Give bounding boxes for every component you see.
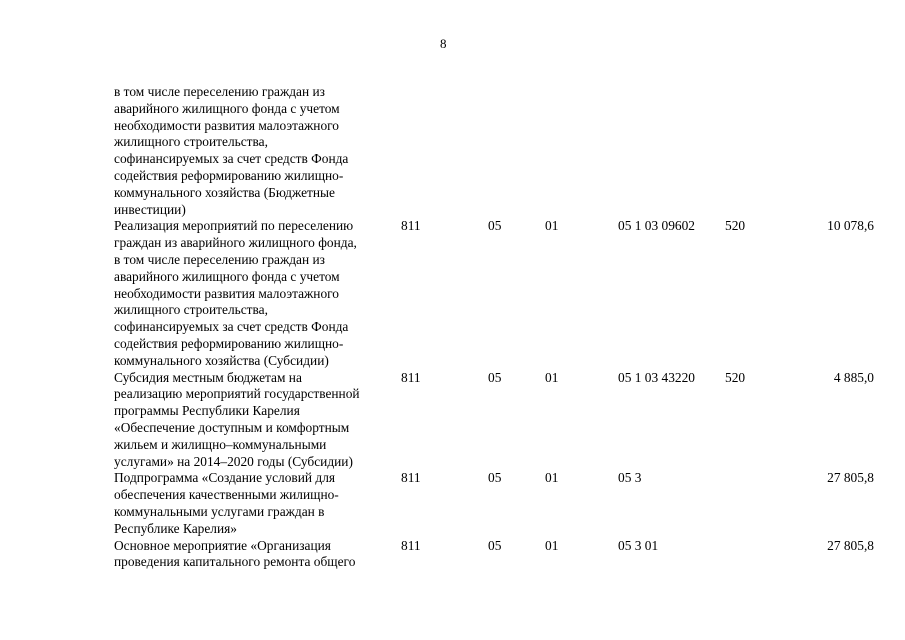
description-line: софинансируемых за счет средств Фонда bbox=[114, 319, 349, 335]
subsection-code: 01 bbox=[545, 470, 559, 486]
target-article-code: 05 3 01 bbox=[618, 537, 659, 553]
description-line: услугами» на 2014–2020 годы (Субсидии) bbox=[114, 453, 353, 469]
table-row bbox=[114, 470, 884, 537]
subsection-code: 01 bbox=[545, 369, 559, 385]
expense-type-code: 520 bbox=[725, 218, 746, 234]
description-line: аварийного жилищного фонда с учетом bbox=[114, 100, 340, 116]
section-code: 05 bbox=[488, 470, 502, 486]
description-line: обеспечения качественными жилищно- bbox=[114, 487, 339, 503]
description-line: в том числе переселению граждан из bbox=[114, 251, 325, 267]
row-description bbox=[114, 538, 394, 572]
description-line: реализацию мероприятий государственной bbox=[114, 386, 360, 402]
ministry-code: 811 bbox=[401, 470, 421, 486]
section-code: 05 bbox=[488, 537, 502, 553]
table-row bbox=[114, 218, 884, 369]
table-row bbox=[114, 84, 884, 218]
section-code: 05 bbox=[488, 218, 502, 234]
row-description bbox=[114, 218, 394, 369]
target-article-code: 05 1 03 09602 bbox=[618, 218, 695, 234]
description-line: инвестиции) bbox=[114, 201, 186, 217]
description-line: Республике Карелия» bbox=[114, 520, 238, 536]
row-description bbox=[114, 470, 394, 537]
ministry-code: 811 bbox=[401, 218, 421, 234]
table-row bbox=[114, 538, 884, 572]
description-line: жилищного строительства, bbox=[114, 302, 268, 318]
table-row bbox=[114, 370, 884, 471]
amount-value: 27 805,8 bbox=[827, 470, 874, 486]
description-line: содействия реформированию жилищно- bbox=[114, 167, 344, 183]
description-line: проведения капитального ремонта общего bbox=[114, 554, 356, 570]
amount-value: 4 885,0 bbox=[833, 369, 874, 385]
ministry-code: 811 bbox=[401, 369, 421, 385]
row-description bbox=[114, 84, 394, 218]
description-line: Основное мероприятие «Организация bbox=[114, 537, 331, 553]
description-line: коммунальными услугами граждан в bbox=[114, 503, 325, 519]
section-code: 05 bbox=[488, 369, 502, 385]
description-line: программы Республики Карелия bbox=[114, 403, 300, 419]
description-line: софинансируемых за счет средств Фонда bbox=[114, 151, 349, 167]
target-article-code: 05 1 03 43220 bbox=[618, 369, 695, 385]
description-line: аварийного жилищного фонда с учетом bbox=[114, 268, 340, 284]
description-line: Реализация мероприятий по переселению bbox=[114, 218, 354, 234]
budget-table bbox=[114, 84, 884, 571]
description-line: содействия реформированию жилищно- bbox=[114, 335, 344, 351]
description-line: граждан из аварийного жилищного фонда, bbox=[114, 235, 357, 251]
row-description bbox=[114, 370, 394, 471]
amount-value: 27 805,8 bbox=[827, 537, 874, 553]
description-line: жильем и жилищно–коммунальными bbox=[114, 436, 327, 452]
amount-value: 10 078,6 bbox=[827, 218, 874, 234]
description-line: коммунального хозяйства (Субсидии) bbox=[114, 352, 329, 368]
description-line: необходимости развития малоэтажного bbox=[114, 117, 339, 133]
target-article-code: 05 3 bbox=[618, 470, 642, 486]
description-line: коммунального хозяйства (Бюджетные bbox=[114, 184, 335, 200]
description-line: в том числе переселению граждан из bbox=[114, 84, 325, 99]
page-number: 8 bbox=[440, 36, 447, 51]
description-line: необходимости развития малоэтажного bbox=[114, 285, 339, 301]
expense-type-code: 520 bbox=[725, 369, 746, 385]
subsection-code: 01 bbox=[545, 537, 559, 553]
description-line: Субсидия местным бюджетам на bbox=[114, 369, 302, 385]
description-line: «Обеспечение доступным и комфортным bbox=[114, 419, 350, 435]
subsection-code: 01 bbox=[545, 218, 559, 234]
description-line: Подпрограмма «Создание условий для bbox=[114, 470, 336, 486]
ministry-code: 811 bbox=[401, 537, 421, 553]
description-line: жилищного строительства, bbox=[114, 134, 268, 150]
